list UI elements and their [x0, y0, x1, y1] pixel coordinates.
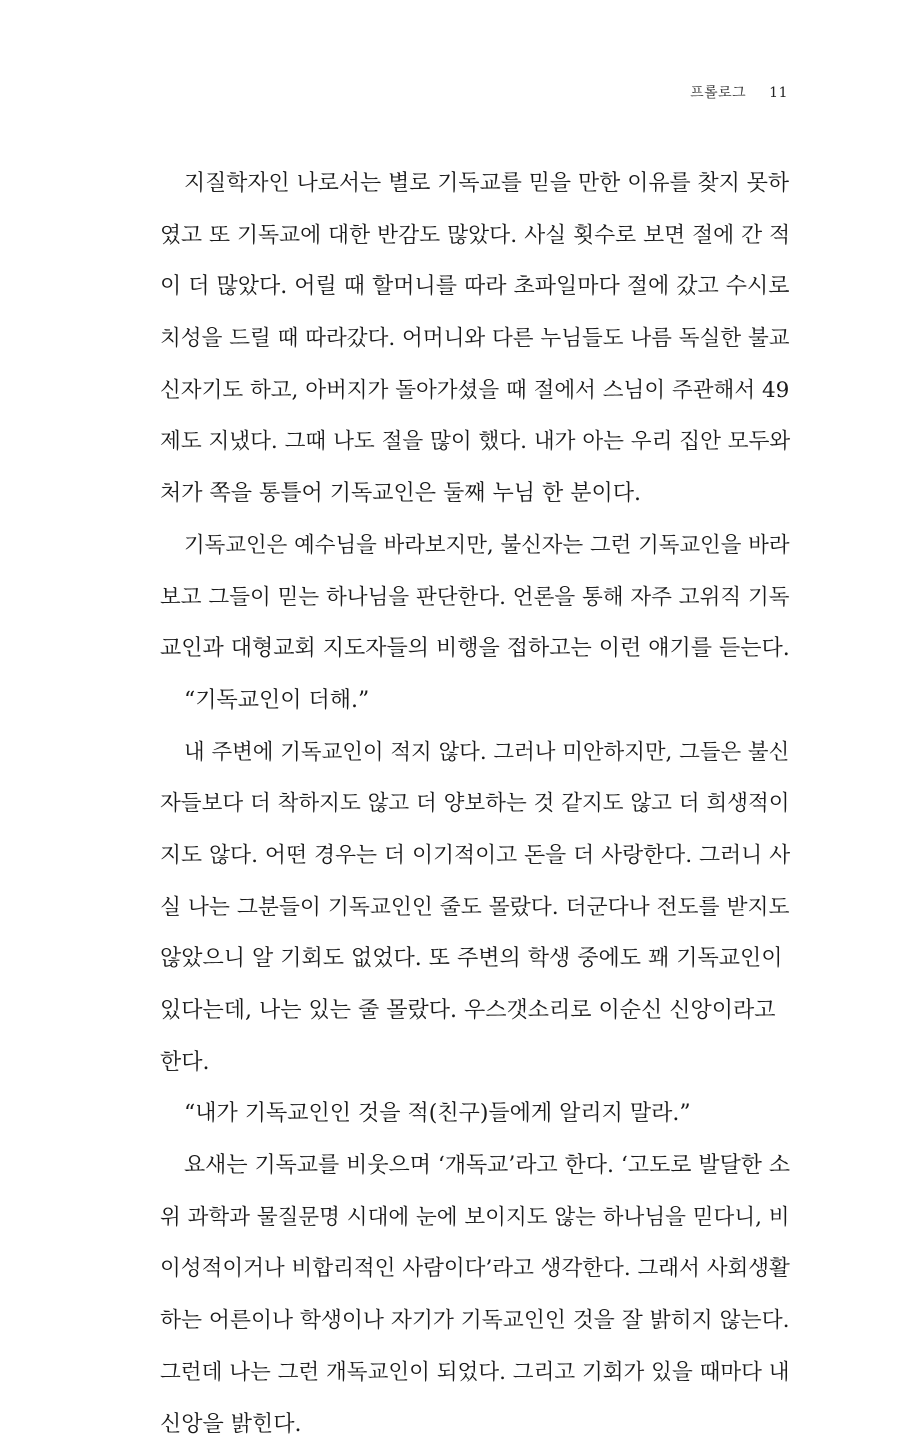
text-line: 기독교인은 예수님을 바라보지만, 불신자는 그런 기독교인을 바라 [160, 520, 790, 572]
text-line: 자들보다 더 착하지도 않고 더 양보하는 것 같지도 않고 더 희생적이 [160, 778, 790, 830]
chapter-title: 프롤로그 [690, 85, 746, 101]
text-line: 지도 않다. 어떤 경우는 더 이기적이고 돈을 더 사랑한다. 그러니 사 [160, 830, 790, 882]
text-line: 지질학자인 나로서는 별로 기독교를 믿을 만한 이유를 찾지 못하 [160, 158, 790, 210]
text-line: 있다는데, 나는 있는 줄 몰랐다. 우스갯소리로 이순신 신앙이라고 [160, 985, 790, 1037]
page-number: 11 [769, 85, 788, 101]
text-line: 였고 또 기독교에 대한 반감도 많았다. 사실 횟수로 보면 절에 간 적 [160, 210, 790, 262]
text-line: 교인과 대형교회 지도자들의 비행을 접하고는 이런 얘기를 듣는다. [160, 623, 790, 675]
text-line: 실 나는 그분들이 기독교인인 줄도 몰랐다. 더군다나 전도를 받지도 [160, 882, 790, 934]
text-line: 내 주변에 기독교인이 적지 않다. 그러나 미안하지만, 그들은 불신 [160, 727, 790, 779]
text-line: 요새는 기독교를 비웃으며 ‘개독교’라고 한다. ‘고도로 발달한 소 [160, 1140, 790, 1192]
text-line: 위 과학과 물질문명 시대에 눈에 보이지도 않는 하나님을 믿다니, 비 [160, 1192, 790, 1244]
text-line: “내가 기독교인인 것을 적(친구)들에게 알리지 말라.” [160, 1088, 790, 1140]
text-line: 하는 어른이나 학생이나 자기가 기독교인인 것을 잘 밝히지 않는다. [160, 1295, 790, 1347]
text-line: 이 더 많았다. 어릴 때 할머니를 따라 초파일마다 절에 갔고 수시로 [160, 261, 790, 313]
text-line: 그런데 나는 그런 개독교인이 되었다. 그리고 기회가 있을 때마다 내 [160, 1347, 790, 1399]
text-line: 한다. [160, 1037, 790, 1089]
text-line: 제도 지냈다. 그때 나도 절을 많이 했다. 내가 아는 우리 집안 모두와 [160, 416, 790, 468]
text-line: 신앙을 밝힌다. [160, 1399, 790, 1450]
body-text [160, 158, 790, 1450]
text-line: 보고 그들이 믿는 하나님을 판단한다. 언론을 통해 자주 고위직 기독 [160, 572, 790, 624]
text-line: 않았으니 알 기회도 없었다. 또 주변의 학생 중에도 꽤 기독교인이 [160, 933, 790, 985]
text-line: “기독교인이 더해.” [160, 675, 790, 727]
running-header [690, 82, 788, 102]
text-line: 이성적이거나 비합리적인 사람이다’라고 생각한다. 그래서 사회생활 [160, 1243, 790, 1295]
text-line: 처가 쪽을 통틀어 기독교인은 둘째 누님 한 분이다. [160, 468, 790, 520]
text-line: 치성을 드릴 때 따라갔다. 어머니와 다른 누님들도 나름 독실한 불교 [160, 313, 790, 365]
text-line: 신자기도 하고, 아버지가 돌아가셨을 때 절에서 스님이 주관해서 49 [160, 365, 790, 417]
